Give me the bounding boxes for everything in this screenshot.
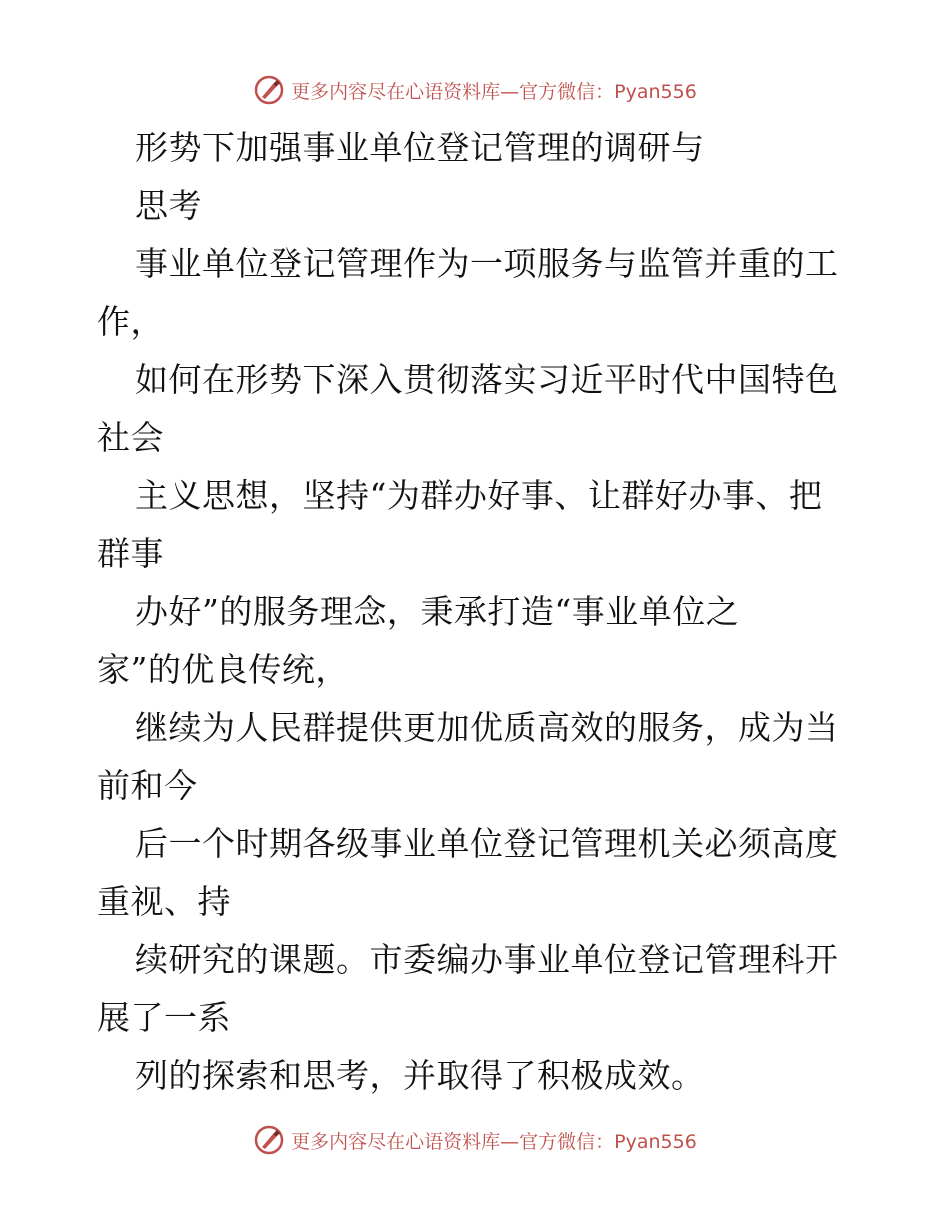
paragraph-line: 前和今 (97, 766, 198, 805)
paragraph-line: 主义思想，坚持“为群办好事、让群好办事、把 (135, 476, 823, 515)
title-line-2: 思考 (135, 186, 202, 225)
pen-logo-icon (253, 1124, 285, 1156)
header-banner-text: 更多内容尽在心语资料库—官方微信：Pyan556 (291, 80, 697, 103)
paragraph-line: 家”的优良传统， (97, 650, 349, 689)
paragraph-line: 群事 (97, 534, 164, 573)
paragraph-line: 作， (97, 302, 164, 341)
footer-banner (0, 1120, 950, 1160)
paragraph-line: 重视、持 (97, 882, 231, 921)
paragraph-line: 社会 (97, 418, 164, 457)
paragraph-line: 续研究的课题。市委编办事业单位登记管理科开 (135, 940, 839, 979)
paragraph-line: 继续为人民群提供更加优质高效的服务，成为当 (135, 708, 839, 747)
paragraph-line: 办好”的服务理念，秉承打造“事业单位之 (135, 592, 740, 631)
title-line-1: 形势下加强事业单位登记管理的调研与 (135, 128, 705, 167)
paragraph-line: 事业单位登记管理作为一项服务与监管并重的工 (135, 244, 839, 283)
paragraph-line: 后一个时期各级事业单位登记管理机关必须高度 (135, 824, 839, 863)
footer-banner-text: 更多内容尽在心语资料库—官方微信：Pyan556 (291, 1130, 697, 1153)
paragraph-line: 列的探索和思考，并取得了积极成效。 (135, 1056, 705, 1095)
paragraph-line: 如何在形势下深入贯彻落实习近平时代中国特色 (135, 360, 839, 399)
pen-logo-icon (253, 74, 285, 106)
header-banner (0, 70, 950, 110)
paragraph-line: 展了一系 (97, 998, 231, 1037)
